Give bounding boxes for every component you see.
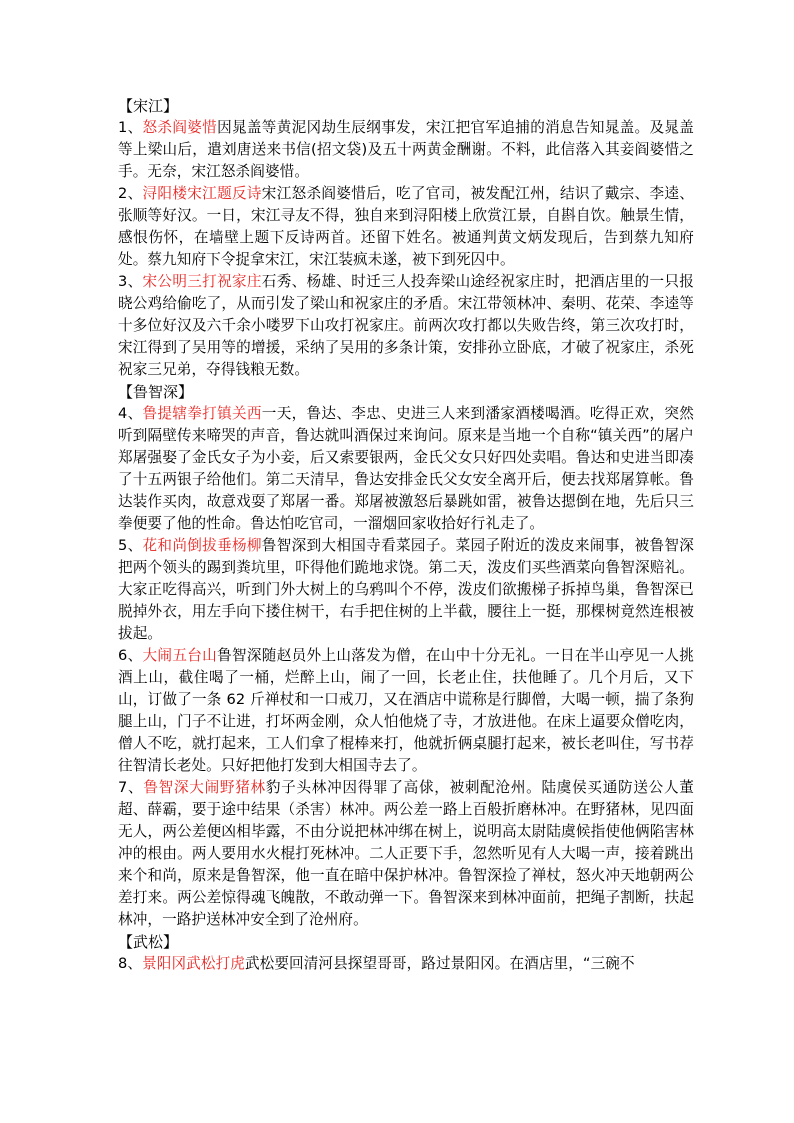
entry-number: 6、 [118,647,143,664]
story-entry [118,117,694,183]
section-heading-luzhishen: 【鲁智深】 [118,383,194,401]
entry-number: 2、 [118,185,143,202]
story-entry [118,953,694,975]
entry-title: 鲁提辖拳打镇关西 [142,405,262,422]
story-entry [118,183,694,271]
entry-text: 豹子头林冲因得罪了高俅，被刺配沧州。陆虞侯买通防送公人董超、薛霸，要于途中结果（杀害）林冲。两公差一路上百般折磨林冲。在野猪林，见四面无人，两公差便凶相毕露，不由分说把林冲绑在树上，说明高太尉陆虞候指使他俩陷害林冲的根由。两人要用水火棍打死林冲。二人正要下手，忽然听见有人大喝一声，接着跳出来个和尚，原来是鲁智深，他一直在暗中保护林冲。鲁智深捡了禅杖，怒火冲天地朝两公差打来。两公差惊得魂飞魄散，不敢动弹一下。鲁智深来到林冲面前，把绳子割断，扶起林冲，一路护送林冲安全到了沧州府。 [118,779,694,928]
section-heading-songjiang: 【宋江】 [118,97,179,115]
entry-text: 武松要回清河县探望哥哥，路过景阳冈。在酒店里，“三碗不 [244,955,635,972]
entry-number: 5、 [118,537,143,554]
document-body [118,95,694,975]
story-entry [118,645,694,777]
entry-title: 宋公明三打祝家庄 [142,273,262,290]
entry-text: 宋江怒杀阎婆惜后，吃了官司，被发配江州，结识了戴宗、李逵、张顺等好汉。一日，宋江寻友不得，独自来到浔阳楼上欣赏江景，自斟自饮。触景生情，感恨伤怀，在墙壁上题下反诗两首。还留下姓名。被通判黄文炳发现后，告到蔡九知府处。蔡九知府下令捉拿宋江，宋江装疯未遂，被下到死囚中。 [118,185,694,268]
entry-text: 一天，鲁达、李忠、史进三人来到潘家酒楼喝酒。吃得正欢，突然听到隔壁传来啼哭的声音，鲁达就叫酒保过来询问。原来是当地一个自称“镇关西”的屠户郑屠强娶了金氏女子为小妾，后又索要银两，金氏父女只好四处卖唱。鲁达和史进当即凑了十五两银子给他们。第二天清早，鲁达安排金氏父女安全离开后，便去找郑屠算帐。鲁达装作买肉，故意戏耍了郑屠一番。郑屠被激怒后暴跳如雷，被鲁达摁倒在地，先后只三拳便要了他的性命。鲁达怕吃官司，一溜烟回家收拾好行礼走了。 [118,405,694,532]
entry-text: 鲁智深随赵员外上山落发为僧，在山中十分无礼。一日在半山亭见一人挑酒上山，截住喝了一桶，烂醉上山，闹了一回，长老止住，扶他睡了。几个月后，又下山，订做了一条 62 斤禅杖和一口戒刀，又在酒店中谎称是行脚僧，大喝一顿，揣了条狗腿上山，门子不让进，打坏两金刚，众人怕他烧了寺，才放进他。在床上逼要众僧吃肉，僧人不吃，就打起来，工人们拿了棍棒来打，他就折俩桌腿打起来，被长老叫住，写书荐往智清长老处。只好把他打发到大相国寺去了。 [118,647,694,774]
entry-number: 1、 [118,119,143,136]
story-entry [118,777,694,931]
entry-title: 花和尚倒拔垂杨柳 [142,537,262,554]
entry-number: 7、 [118,779,144,796]
entry-number: 3、 [118,273,143,290]
entry-title: 浔阳楼宋江题反诗 [142,185,262,202]
entry-title: 大闹五台山 [142,647,218,664]
story-entry [118,403,694,535]
entry-number: 8、 [118,955,143,972]
entry-number: 4、 [118,405,143,422]
entry-text: 鲁智深到大相国寺看菜园子。菜园子附近的泼皮来闹事，被鲁智深把两个领头的踢到粪坑里，吓得他们跪地求饶。第二天，泼皮们买些酒菜向鲁智深赔礼。大家正吃得高兴，听到门外大树上的乌鸦叫个不停，泼皮们欲搬梯子拆掉鸟巢，鲁智深已脱掉外衣，用左手向下搂住树干，右手把住树的上半截，腰往上一挺，那棵树竟然连根被拔起。 [118,537,694,642]
entry-text: 因晁盖等黄泥冈劫生辰纲事发，宋江把官军追捕的消息告知晁盖。及晁盖等上梁山后，遣刘唐送来书信(招文袋)及五十两黄金酬谢。不料，此信落入其妾阎婆惜之手。无奈，宋江怒杀阎婆惜。 [118,119,694,180]
entry-title: 怒杀阎婆惜 [142,119,218,136]
story-entry [118,535,694,645]
section-heading-wusong: 【武松】 [118,933,179,951]
entry-title: 景阳冈武松打虎 [142,955,245,972]
story-entry [118,271,694,381]
entry-text: 石秀、杨雄、时迁三人投奔梁山途经祝家庄时，把酒店里的一只报晓公鸡给偷吃了，从而引发了梁山和祝家庄的矛盾。宋江带领林冲、秦明、花荣、李逵等十多位好汉及六千余小喽罗下山攻打祝家庄。前两次攻打都以失败告终，第三次攻打时，宋江得到了吴用等的增援，采纳了吴用的多条计策，安排孙立卧底，才破了祝家庄，杀死祝家三兄弟，夺得钱粮无数。 [118,273,694,378]
entry-title: 鲁智深大闹野猪林 [143,779,266,796]
